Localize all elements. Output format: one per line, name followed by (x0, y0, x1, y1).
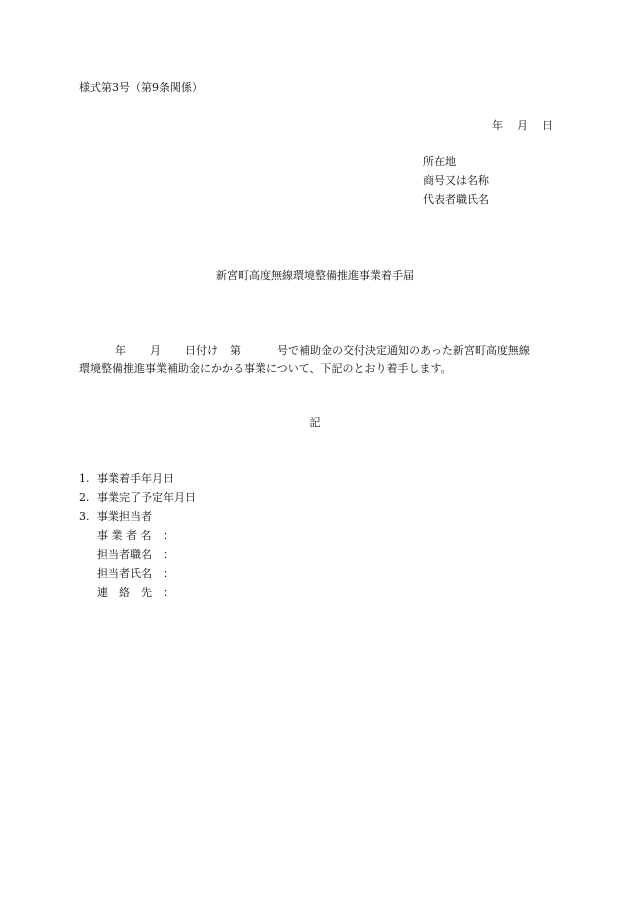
applicant-representative-label: 代表者職氏名 (423, 193, 489, 206)
body-year: 年 (115, 344, 126, 357)
contact-label: 事 業 者 名 (97, 529, 152, 542)
contact-label: 担当者氏名 (97, 567, 152, 580)
body-line-2: 環境整備推進事業補助金にかかる事業について、下記のとおり着手します。 (79, 362, 452, 375)
item-list (79, 472, 196, 605)
list-item (79, 491, 196, 510)
document-title: 新宮町高度無線環境整備推進事業着手届 (216, 269, 414, 282)
contact-row-title (79, 548, 196, 567)
date-day: 日 (542, 119, 553, 132)
contact-colon: ： (163, 529, 174, 542)
contact-row-company (79, 529, 196, 548)
item-number: 2. (79, 491, 90, 504)
date-month: 月 (517, 119, 528, 132)
contact-colon: ： (163, 586, 174, 599)
applicant-block (423, 155, 489, 212)
item-label: 事業完了予定年月日 (97, 491, 196, 504)
item-label: 事業着手年月日 (97, 472, 174, 485)
body-line1-rest: 号で補助金の交付決定通知のあった新宮町高度無線 (277, 344, 530, 357)
contact-label: 担当者職名 (97, 548, 152, 561)
body-dai: 第 (230, 344, 241, 357)
applicant-company-label: 商号又は名称 (423, 174, 489, 187)
body-line-1 (79, 342, 559, 360)
applicant-address-label: 所在地 (423, 155, 456, 168)
body-paragraph (79, 342, 559, 378)
form-number: 様式第3号（第9条関係） (79, 81, 203, 94)
item-number: 3. (79, 510, 90, 523)
list-item (79, 472, 196, 491)
contact-row-name (79, 567, 196, 586)
ki-heading: 記 (309, 416, 321, 429)
contact-label: 連 絡 先 (97, 586, 152, 599)
item-number: 1. (79, 472, 90, 485)
body-dated: 日付け (185, 344, 218, 357)
item-label: 事業担当者 (97, 510, 152, 523)
contact-colon: ： (163, 548, 174, 561)
list-item (79, 510, 196, 529)
date-year: 年 (492, 119, 503, 132)
contact-colon: ： (163, 567, 174, 580)
contact-row-phone (79, 586, 196, 605)
body-month: 月 (150, 344, 161, 357)
date-line (492, 119, 553, 133)
